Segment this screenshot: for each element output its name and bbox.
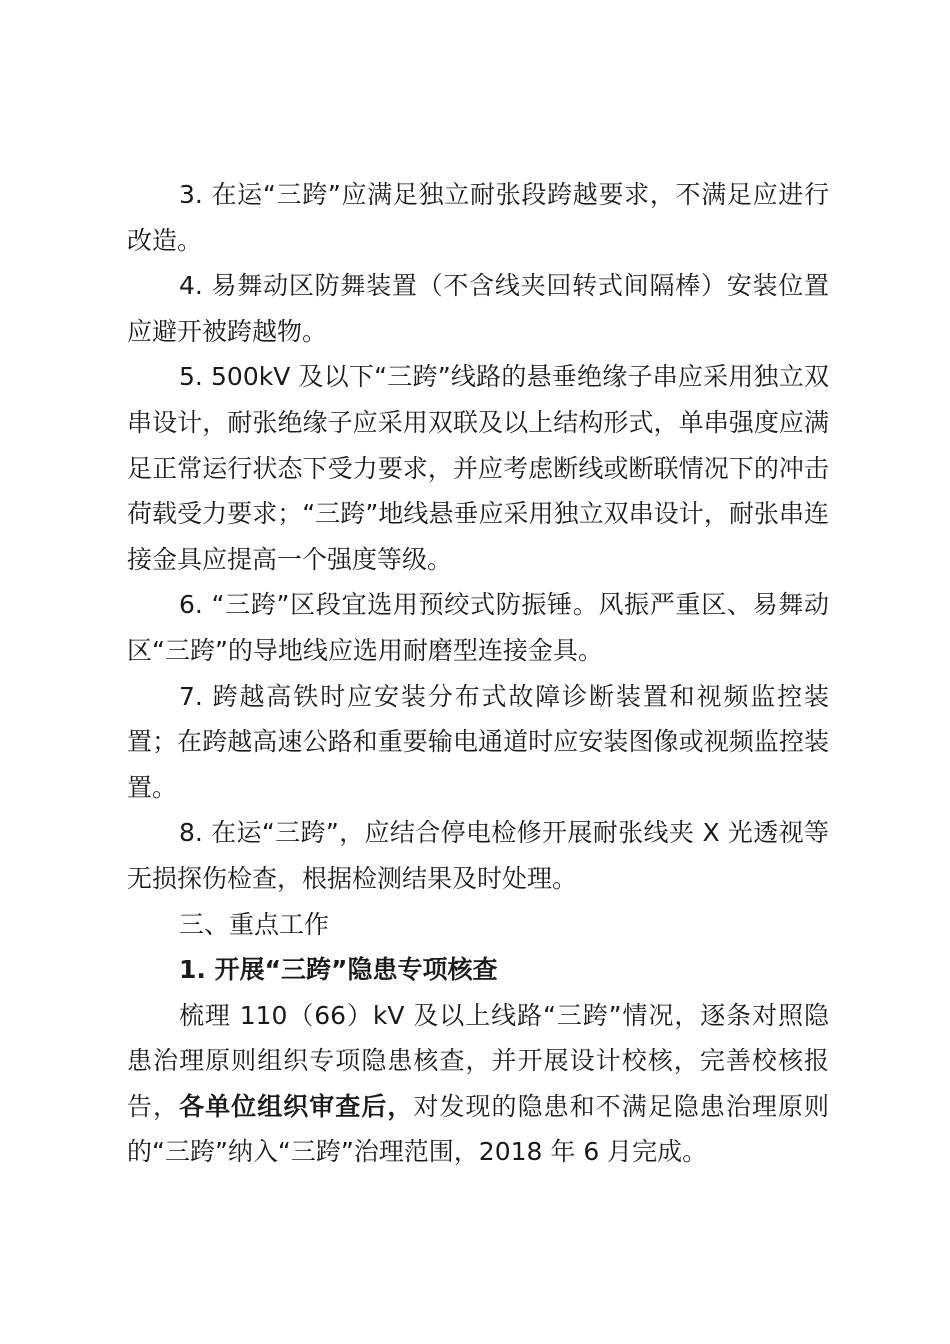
final-paragraph-text-1: 梳理 110（66）kV 及以上线路“三跨”情况，逐条对照隐患治理原则组织专项隐患核查，并开展设计校核，完善校核报告，	[127, 1000, 829, 1121]
final-paragraph	[127, 993, 829, 1175]
paragraph-7: 7. 跨越高铁时应安装分布式故障诊断装置和视频监控装置；在跨越高速公路和重要输电通道时应安装图像或视频监控装置。	[127, 681, 829, 802]
paragraph-3: 3. 在运“三跨”应满足独立耐张段跨越要求，不满足应进行改造。	[127, 180, 829, 255]
document-body	[127, 172, 829, 1175]
paragraph-4: 4. 易舞动区防舞装置（不含线夹回转式间隔棒）安装位置应避开被跨越物。	[127, 271, 829, 346]
paragraph-5: 5. 500kV 及以下“三跨”线路的悬垂绝缘子串应采用独立双串设计，耐张绝缘子应采用双联及以上结构形式，单串强度应满足正常运行状态下受力要求，并应考虑断线或断联情况下的冲击荷载受力要求；“三跨”地线悬垂应采用独立双串设计，耐张串连接金具应提高一个强度等级。	[127, 362, 829, 574]
final-paragraph-text-2: 对发现的隐患和不满足隐患治理原则的“三跨”纳入“三跨”治理范围，2018 年 6 月完成。	[127, 1091, 829, 1167]
final-paragraph-bold-text: 各单位组织审查后，	[179, 1091, 414, 1121]
paragraph-8: 8. 在运“三跨”，应结合停电检修开展耐张线夹 X 光透视等无损探伤检查，根据检测结果及时处理。	[127, 818, 829, 893]
paragraph-6: 6. “三跨”区段宜选用预绞式防振锤。风振严重区、易舞动区“三跨”的导地线应选用耐磨型连接金具。	[127, 590, 829, 665]
subheading: 1. 开展“三跨”隐患专项核查	[179, 955, 498, 985]
section-heading: 三、重点工作	[179, 909, 330, 939]
